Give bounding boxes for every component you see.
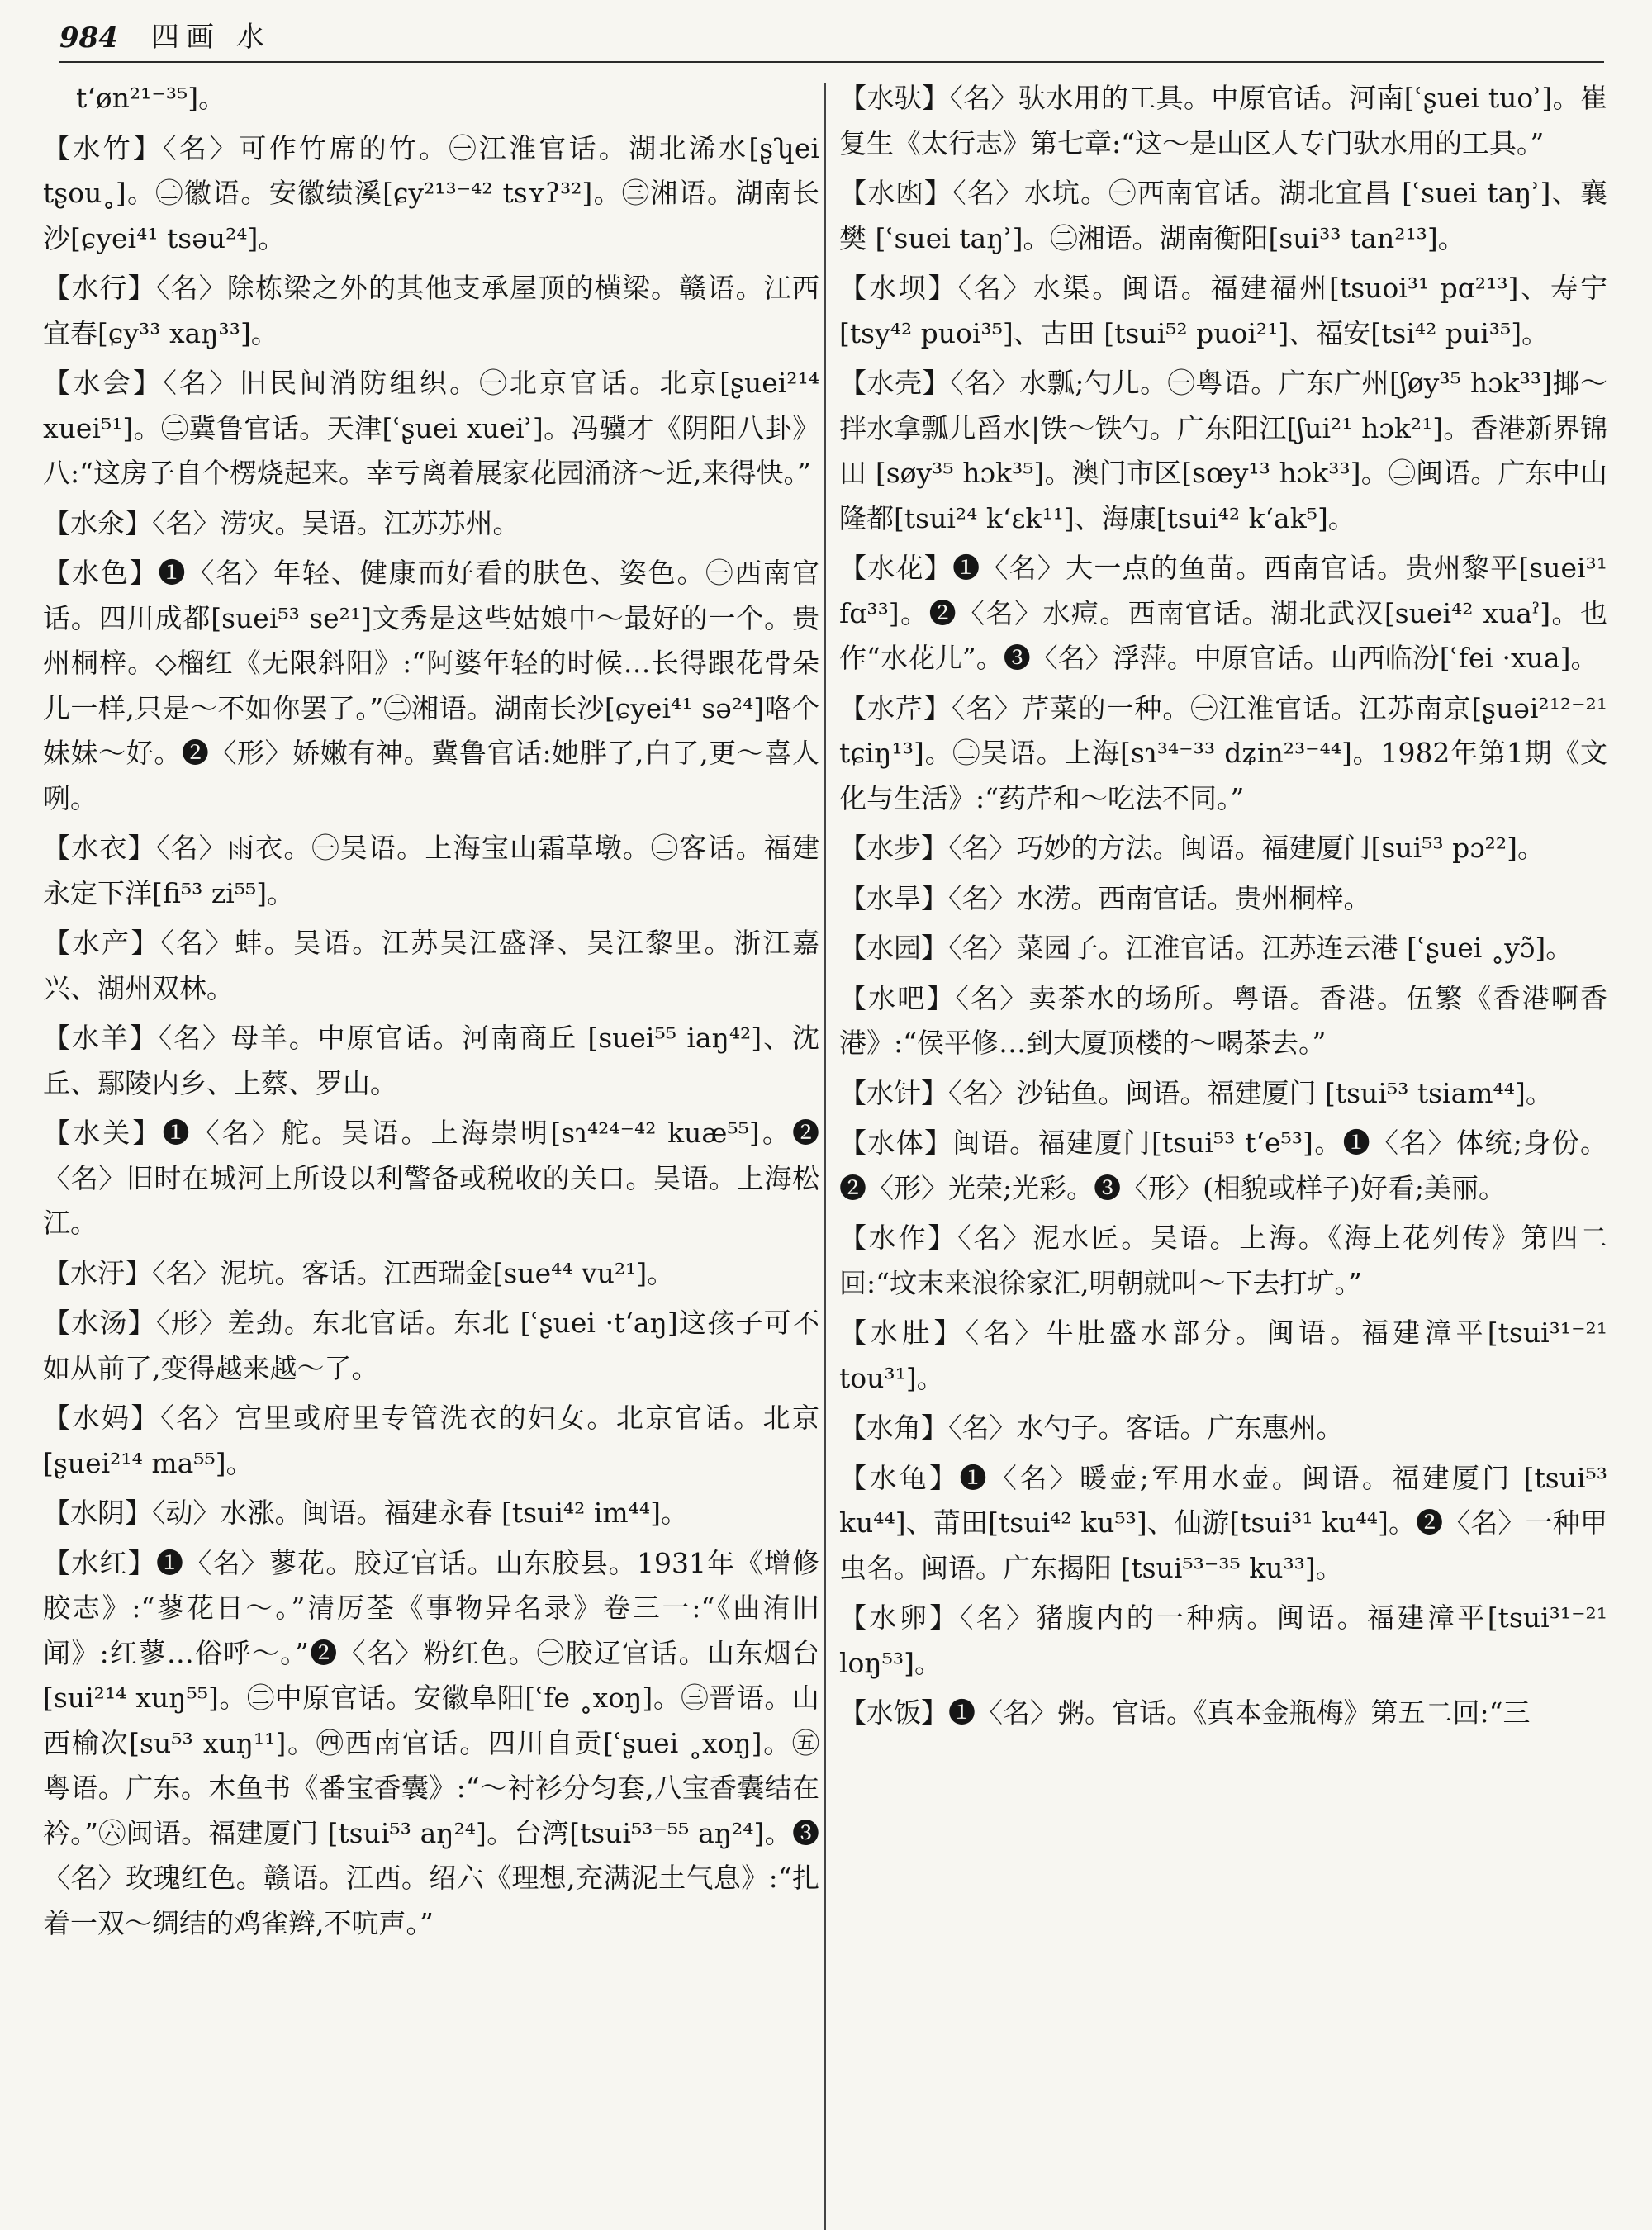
section-title: 四画 水 — [150, 21, 271, 54]
dictionary-entry: 【水体】闽语。福建厦门[tsui⁵³ t‘e⁵³]。❶〈名〉体统;身份。❷〈形〉光荣;光彩。❸〈形〉(相貌或样子)好看;美丽。 — [839, 1127, 1607, 1204]
dictionary-entry: 【水园】〈名〉菜园子。江淮官话。江苏连云港 [ʿʂuei ˳yɔ̃]。 — [839, 932, 1574, 964]
dictionary-entry: 【水旱】〈名〉水涝。西南官话。贵州桐梓。 — [839, 881, 1371, 914]
dictionary-entry: 【水针】〈名〉沙钻鱼。闽语。福建厦门 [tsui⁵³ tsiam⁴⁴]。 — [839, 1076, 1553, 1109]
left-column — [43, 76, 819, 2223]
dictionary-entry: 【水产】〈名〉蚌。吴语。江苏吴江盛泽、吴江黎里。浙江嘉兴、湖州双林。 — [43, 927, 819, 1004]
column-divider — [824, 83, 826, 2230]
dictionary-entry: 【水坝】〈名〉水渠。闽语。福建福州[tsuoi³¹ pɑ²¹³]、寿宁 [tsy⁴² puoi³⁵]、古田 [tsui⁵² puoi²¹]、福安[tsi⁴² pui³⁵]。 — [839, 272, 1607, 349]
dictionary-entry: 【水衣】〈名〉雨衣。㊀吴语。上海宝山霜草墩。㊁客话。福建永定下洋[fi⁵³ zi⁵⁵]。 — [43, 832, 819, 909]
dictionary-entry: 【水阴】〈动〉水涨。闽语。福建永春 [tsui⁴² im⁴⁴]。 — [43, 1497, 688, 1529]
dictionary-entry: 【水步】〈名〉巧妙的方法。闽语。福建厦门[sui⁵³ pɔ²²]。 — [839, 832, 1545, 864]
dictionary-entry: 【水花】❶〈名〉大一点的鱼苗。西南官话。贵州黎平[suei³¹ fɑ³³]。❷〈名〉水痘。西南官话。湖北武汉[suei⁴² xuaˀ]。也作“水花儿”。❸〈名〉浮萍。中原官话。山西临汾[ʿfei ·xua]。 — [839, 552, 1607, 674]
dictionary-entry: 【水凼】〈名〉水坑。㊀西南官话。湖北宜昌 [ʿsuei taŋʾ]、襄樊 [ʿsuei taŋʾ]。㊁湘语。湖南衡阳[sui³³ tan²¹³]。 — [839, 177, 1607, 254]
dictionary-entry: 【水会】〈名〉旧民间消防组织。㊀北京官话。北京[ʂuei²¹⁴ xuei⁵¹]。㊁冀鲁官话。天津[ʿʂuei xueiʾ]。冯骥才《阴阳八卦》八:“这房子自个楞烧起来。幸亏离着展家花园涌济～近,来得快。” — [43, 367, 819, 489]
dictionary-entry: 【水汤】〈形〉差劲。东北官话。东北 [ʿʂuei ·t‘aŋ]这孩子可不如从前了,变得越来越～了。 — [43, 1307, 819, 1384]
dictionary-entry: 【水氽】〈名〉涝灾。吴语。江苏苏州。 — [43, 506, 520, 539]
dictionary-entry: 【水吧】〈名〉卖茶水的场所。粤语。香港。伍繁《香港啊香港》:“侯平修…到大厦顶楼的～喝茶去。” — [839, 981, 1607, 1059]
dictionary-entry: 【水芹】〈名〉芹菜的一种。㊀江淮官话。江苏南京[ʂuəi²¹²⁻²¹ tɕiŋ¹³]。㊁吴语。上海[sɿ³⁴⁻³³ dʑin²³⁻⁴⁴]。1982年第1期《文化与生活》:“药芹和～吃法不同。” — [839, 691, 1607, 814]
dictionary-entry: 【水竹】〈名〉可作竹席的竹。㊀江淮官话。湖北浠水[ʂʮei tʂou˳]。㊁徽语。安徽绩溪[ɕy²¹³⁻⁴² tsʏʔ³²]。㊂湘语。湖南长沙[ɕyei⁴¹ tsəu²⁴]。 — [43, 131, 819, 254]
dictionary-entry: 【水卵】〈名〉猪腹内的一种病。闽语。福建漳平[tsui³¹⁻²¹ loŋ⁵³]。 — [839, 1601, 1607, 1679]
dictionary-entry: 【水壳】〈名〉水瓢;勺儿。㊀粤语。广东广州[ʃøy³⁵ hɔk³³]揶～拌水拿瓢儿舀水|铁～铁勺。广东阳江[ʃui²¹ hɔk²¹]。香港新界锦田 [søy³⁵ hɔk³⁵]。澳门市区[sœy¹³ hɔk³³]。㊁闽语。广东中山隆都[tsui²⁴ k‘ɛk¹¹]、海康[tsui⁴² k‘ak⁵]。 — [839, 367, 1607, 534]
page-number: 984 — [59, 21, 118, 55]
dictionary-entry: 【水红】❶〈名〉蓼花。胶辽官话。山东胶县。1931年《增修胶志》:“蓼花日～。”清厉荃《事物异名录》卷三一:“《曲洧旧闻》:红蓼…俗呼～。”❷〈名〉粉红色。㊀胶辽官话。山东烟台[sui²¹⁴ xuŋ⁵⁵]。㊁中原官话。安徽阜阳[ʿfe ˳xoŋ]。㊂晋语。山西榆次[su⁵³ xuŋ¹¹]。㊃西南官话。四川自贡[ʿʂuei ˳xoŋ]。㊄粤语。广东。木鱼书《番宝香囊》:“～衬衫分匀套,八宝香囊结在衿。”㊅闽语。福建厦门 [tsui⁵³ aŋ²⁴]。台湾[tsui⁵³⁻⁵⁵ aŋ²⁴]。❸〈名〉玫瑰红色。赣语。江西。绍六《理想,充满泥土气息》:“扎着一双～绸结的鸡雀辫,不吭声。” — [43, 1546, 819, 1939]
dictionary-entry: 【水角】〈名〉水勺子。客话。广东惠州。 — [839, 1412, 1344, 1444]
dictionary-entry: 【水肚】〈名〉牛肚盛水部分。闽语。福建漳平[tsui³¹⁻²¹ tou³¹]。 — [839, 1317, 1607, 1394]
right-column — [839, 76, 1607, 2223]
dictionary-entry: 【水饭】❶〈名〉粥。官话。《真本金瓶梅》第五二回:“三 — [839, 1696, 1531, 1729]
dictionary-entry: t‘øn²¹⁻³⁵]。 — [76, 82, 226, 114]
dictionary-entry: 【水驮】〈名〉驮水用的工具。中原官话。河南[ʿʂuei tuoʾ]。崔复生《太行志》第七章:“这～是山区人专门驮水用的工具。” — [839, 82, 1607, 159]
dictionary-entry: 【水龟】❶〈名〉暖壶;军用水壶。闽语。福建厦门 [tsui⁵³ ku⁴⁴]、莆田[tsui⁴² ku⁵³]、仙游[tsui³¹ ku⁴⁴]。❷〈名〉一种甲虫名。闽语。广东揭阳 [tsui⁵³⁻³⁵ ku³³]。 — [839, 1461, 1607, 1584]
dictionary-entry: 【水关】❶〈名〉舵。吴语。上海崇明[sɿ⁴²⁴⁻⁴² kuæ⁵⁵]。❷〈名〉旧时在城河上所设以利警备或税收的关口。吴语。上海松江。 — [43, 1117, 819, 1239]
dictionary-entry: 【水作】〈名〉泥水匠。吴语。上海。《海上花列传》第四二回:“坟末来浪徐家汇,明朝就叫～下去打圹。” — [839, 1222, 1607, 1299]
page-header — [59, 18, 1604, 63]
dictionary-entry: 【水妈】〈名〉宫里或府里专管洗衣的妇女。北京官话。北京[ʂuei²¹⁴ ma⁵⁵]。 — [43, 1402, 819, 1479]
dictionary-entry: 【水行】〈名〉除栋梁之外的其他支承屋顶的横梁。赣语。江西宜春[ɕy³³ xaŋ³³]。 — [43, 272, 819, 349]
dictionary-entry: 【水色】❶〈名〉年轻、健康而好看的肤色、姿色。㊀西南官话。四川成都[suei⁵³ se²¹]文秀是这些姑娘中～最好的一个。贵州桐梓。◇榴红《无限斜阳》:“阿婆年轻的时候…长得跟花骨朵儿一样,只是～不如你罢了。”㊁湘语。湖南长沙[ɕyei⁴¹ sə²⁴]咯个妹妹～好。❷〈形〉娇嫩有神。冀鲁官话:她胖了,白了,更～喜人咧。 — [43, 557, 819, 814]
dictionary-entry: 【水羊】〈名〉母羊。中原官话。河南商丘 [suei⁵⁵ iaŋ⁴²]、沈丘、鄢陵内乡、上蔡、罗山。 — [43, 1022, 819, 1099]
dictionary-entry: 【水汙】〈名〉泥坑。客话。江西瑞金[sue⁴⁴ vu²¹]。 — [43, 1256, 675, 1289]
